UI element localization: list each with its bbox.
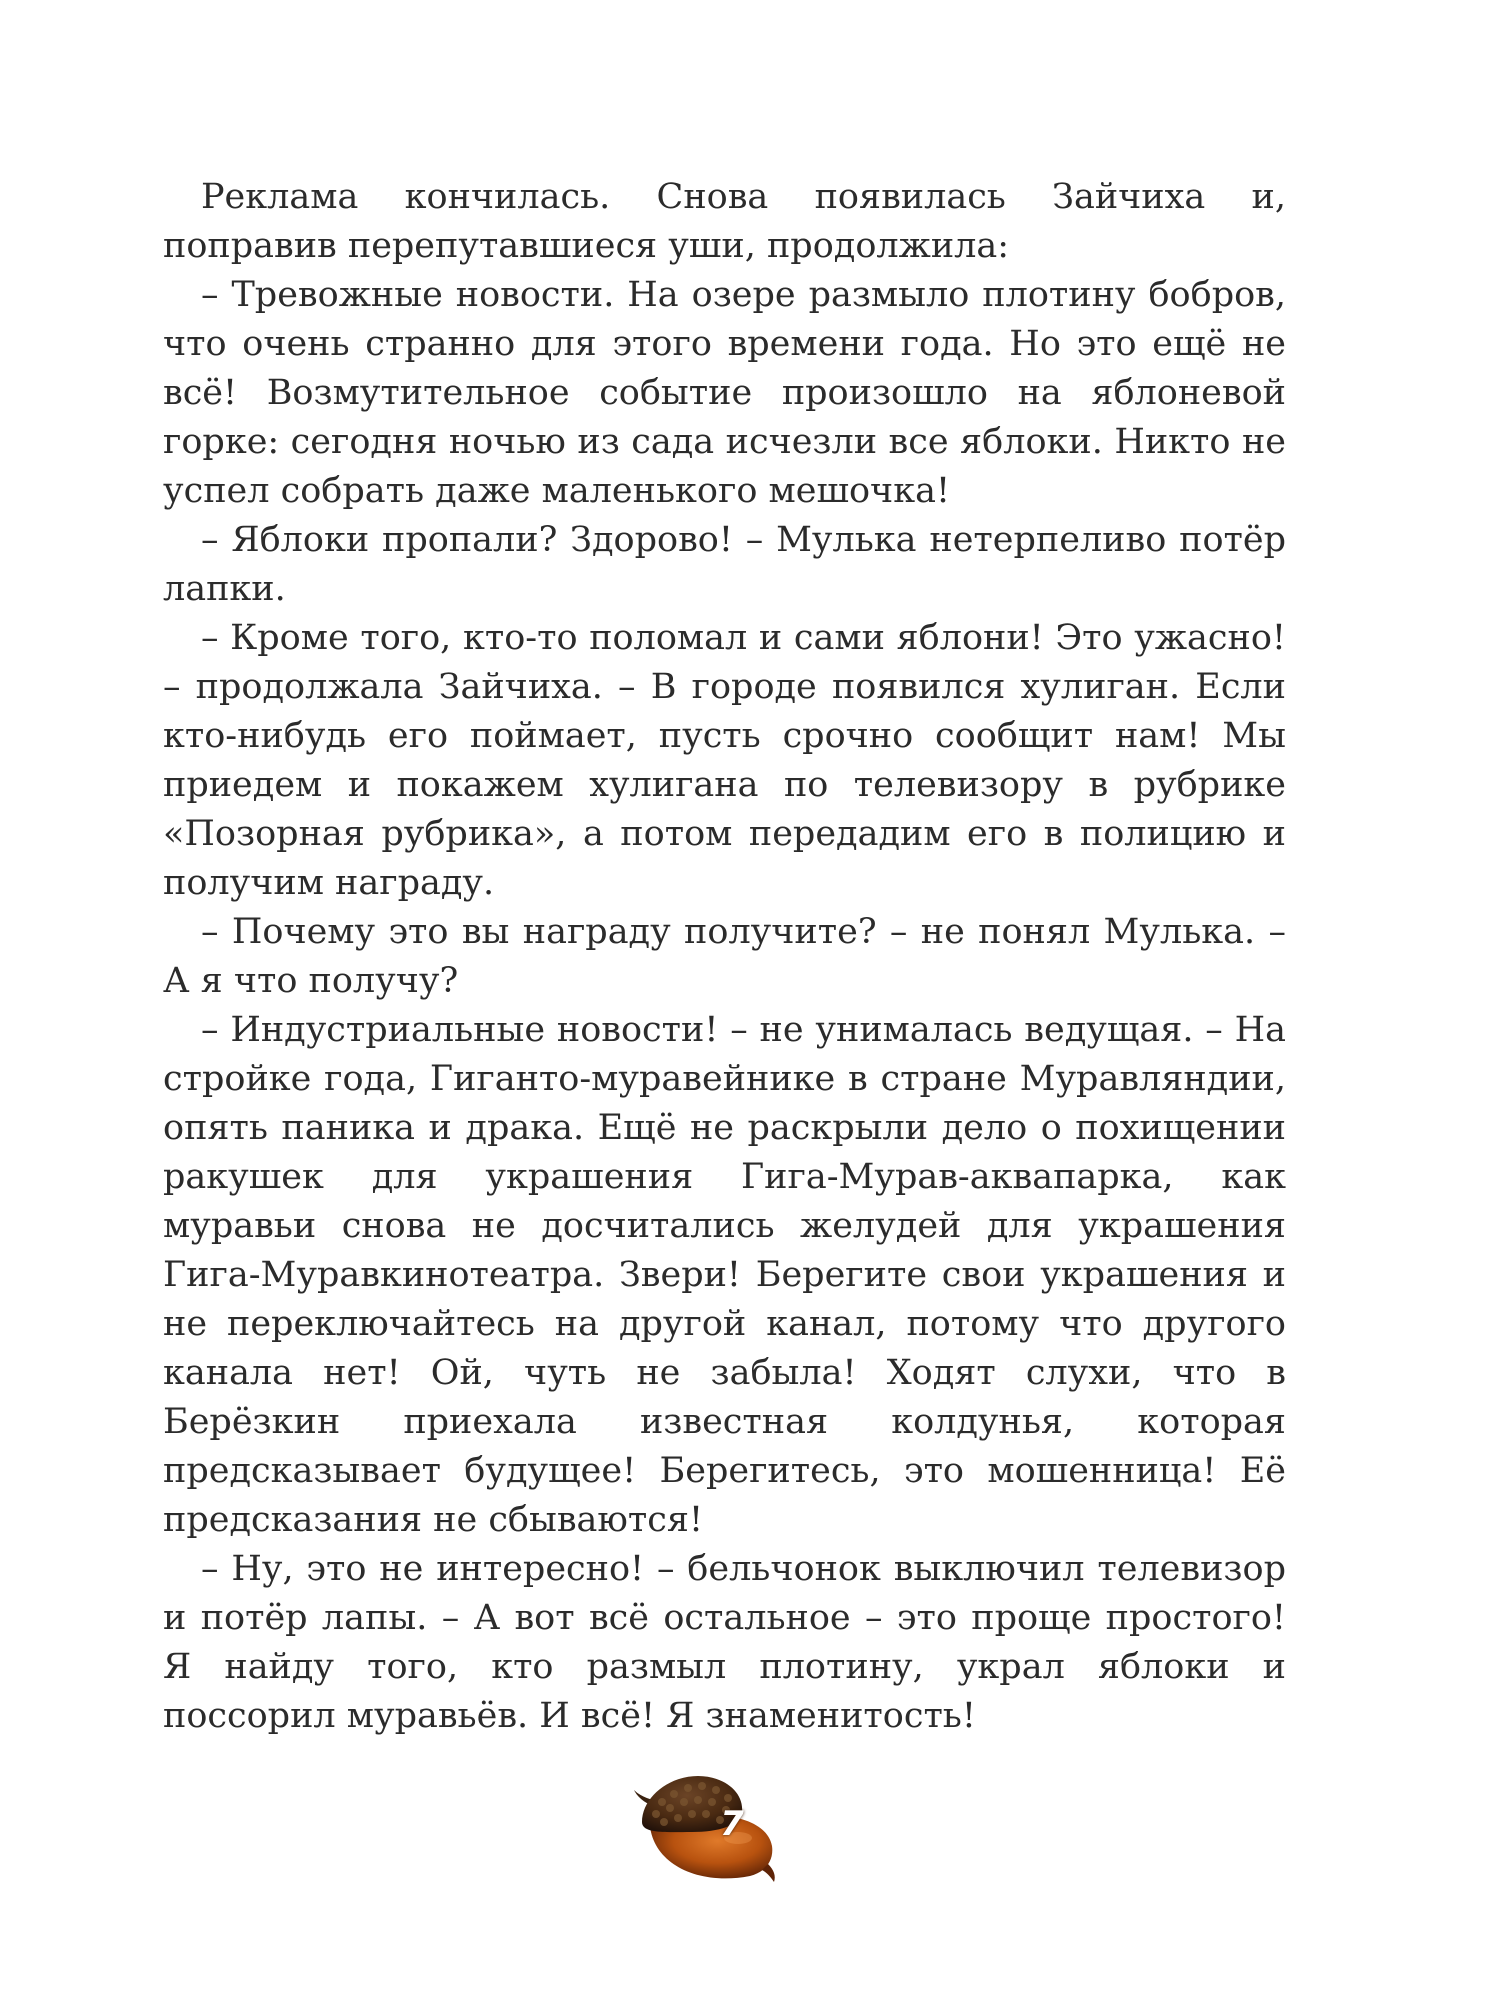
paragraph-2: – Тревожные новости. На озере размыло плотину бобров, что очень странно для этого времени года. Но это ещё не всё! Возмутительное событие произошло на яблоневой горке: сегодня ночью из сада исчезли все яблоки. Никто не успел собрать даже маленького мешочка! [163,275,1286,511]
acorn-icon [628,1768,778,1888]
paragraph-7: – Ну, это не интересно! – бельчонок выключил телевизор и потёр лапы. – А вот всё остальное – это проще простого! Я найду того, кто размыл плотину, украл яблоки и поссорил муравьёв. И всё! Я знаменитость! [163,1549,1286,1736]
body-text [163,173,1286,1741]
paragraph-4: – Кроме того, кто-то поломал и сами яблони! Это ужасно! – продолжала Зайчиха. – В городе появился хулиган. Если кто-нибудь его поймает, пусть срочно сообщит нам! Мы приедем и покажем хулигана по телевизору в рубрике «Позорная рубрика», а потом передадим его в полицию и получим награду. [163,618,1286,903]
paragraph-3: – Яблоки пропали? Здорово! – Мулька нетерпеливо потёр лапки. [163,520,1286,609]
page-number: 7 [720,1804,744,1844]
paragraph-1: Реклама кончилась. Снова появилась Зайчиха и, поправив перепутавшиеся уши, продолжила: [163,177,1286,266]
paragraph-6: – Индустриальные новости! – не унималась ведущая. – На стройке года, Гиганто-муравейнике в стране Муравляндии, опять паника и драка. Ещё не раскрыли дело о похищении ракушек для украшения Гига-Мурав-аквапарка, как муравьи снова не досчитались желудей для украшения Гига-Муравкинотеатра. Звери! Берегите свои украшения и не переключайтесь на другой канал, потому что другого канала нет! Ой, чуть не забыла! Ходят слухи, что в Берёзкин приехала известная колдунья, которая предсказывает будущее! Берегитесь, это мошенница! Её предсказания не сбываются! [163,1010,1286,1540]
page-number-badge [628,1768,778,1888]
paragraph-5: – Почему это вы награду получите? – не понял Мулька. – А я что получу? [163,912,1286,1001]
